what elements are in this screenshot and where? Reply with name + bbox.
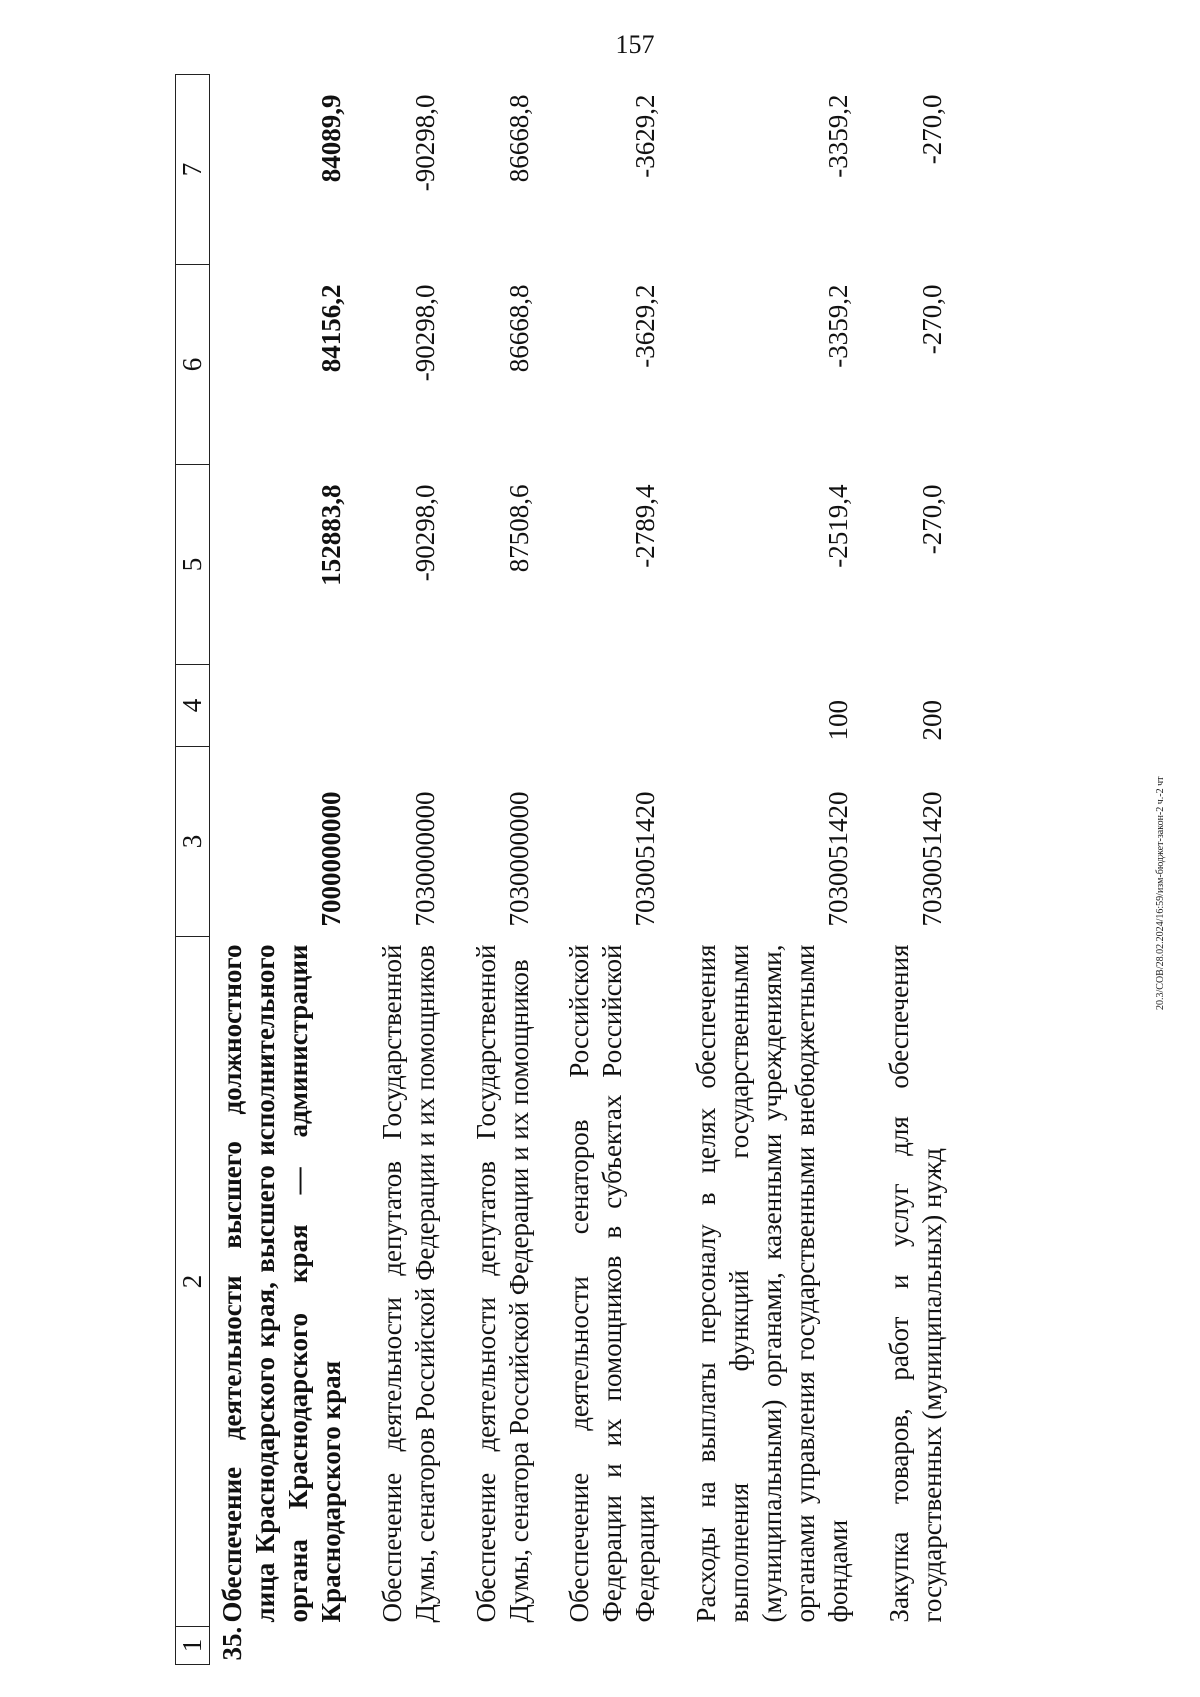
header-cell: 6	[176, 265, 210, 465]
expense-name: Закупка товаров, работ и услуг для обеспечения государственных (муниципальных) нужд	[883, 944, 947, 1623]
table-row	[662, 75, 855, 1665]
row-number	[442, 1627, 536, 1665]
amount-col-6: 84156,2	[315, 284, 346, 373]
expense-type-code	[209, 665, 347, 747]
expense-type-code: 100	[823, 700, 853, 741]
amount-col-6: 86668,8	[503, 284, 534, 373]
expense-name: Расходы на выплаты персоналу в целях обеспечения выполнения функций государственными (муниципальными) органами, казенными учреждениями, органами управления государственными внебюджетными фондами	[691, 944, 853, 1623]
amount-col-7: -3629,2	[630, 94, 661, 178]
document-footer-code: 20.3/СОВ/28.02.2024/16:59/изм-бюджет-закон-2 ч.-2 чт	[1155, 776, 1166, 1010]
table-row	[535, 75, 662, 1665]
table-header-row	[176, 75, 210, 1665]
header-cell: 1	[176, 1627, 210, 1665]
expense-name: Обеспечение деятельности высшего должностного лица Краснодарского края, высшего исполнительного органа Краснодарского края — администрации Краснодарского края	[216, 944, 346, 1623]
amount-col-5: 87508,6	[503, 484, 534, 573]
target-article-code: 7030000000	[409, 791, 440, 927]
header-cell: 5	[176, 465, 210, 665]
amount-col-5: 152883,8	[315, 484, 346, 586]
header-cell: 4	[176, 665, 210, 747]
expense-name: Обеспечение деятельности депутатов Государственной Думы, сенаторов Российской Федерации и их помощников	[376, 944, 440, 1623]
rotated-budget-table	[175, 75, 1035, 1665]
amount-col-7: 86668,8	[503, 94, 534, 183]
expense-type-code: 200	[916, 700, 947, 741]
table-row	[442, 75, 536, 1665]
page-number: 157	[615, 30, 655, 59]
amount-col-6: -3359,2	[823, 284, 853, 368]
header-cell: 7	[176, 75, 210, 265]
target-article-code: 7030051420	[630, 791, 661, 927]
budget-table	[175, 74, 949, 1665]
row-number	[535, 1627, 662, 1665]
expense-name: Обеспечение деятельности депутатов Государственной Думы, сенатора Российской Федерации и их помощников	[470, 944, 534, 1623]
amount-col-5: -270,0	[916, 484, 947, 555]
amount-col-6: -90298,0	[409, 284, 440, 382]
target-article-code: 7030000000	[503, 791, 534, 927]
amount-col-6: -3629,2	[630, 284, 661, 368]
expense-name: Обеспечение деятельности сенаторов Российской Федерации и их помощников в субъектах Российской Федерации	[564, 944, 661, 1623]
amount-col-5: -2519,4	[823, 484, 853, 568]
row-number	[348, 1627, 442, 1665]
amount-col-7: -3359,2	[823, 94, 853, 178]
header-cell: 3	[176, 747, 210, 937]
target-article-code: 7030051420	[916, 791, 947, 927]
row-number	[855, 1627, 949, 1665]
expense-type-code	[442, 665, 536, 747]
amount-col-5: -90298,0	[409, 484, 440, 582]
amount-col-5: -2789,4	[630, 484, 661, 568]
header-cell: 2	[176, 937, 210, 1627]
expense-type-code	[348, 665, 442, 747]
target-article-code: 7000000000	[315, 791, 346, 927]
target-article-code: 7030051420	[823, 791, 853, 927]
amount-col-6: -270,0	[916, 284, 947, 355]
table-row	[209, 75, 347, 1665]
row-number: 35.	[216, 1626, 247, 1661]
table-row	[348, 75, 442, 1665]
table-row	[855, 75, 949, 1665]
amount-col-7: -90298,0	[409, 94, 440, 192]
row-number	[662, 1627, 855, 1665]
amount-col-7: 84089,9	[315, 94, 346, 183]
amount-col-7: -270,0	[916, 94, 947, 165]
expense-type-code	[535, 665, 662, 747]
